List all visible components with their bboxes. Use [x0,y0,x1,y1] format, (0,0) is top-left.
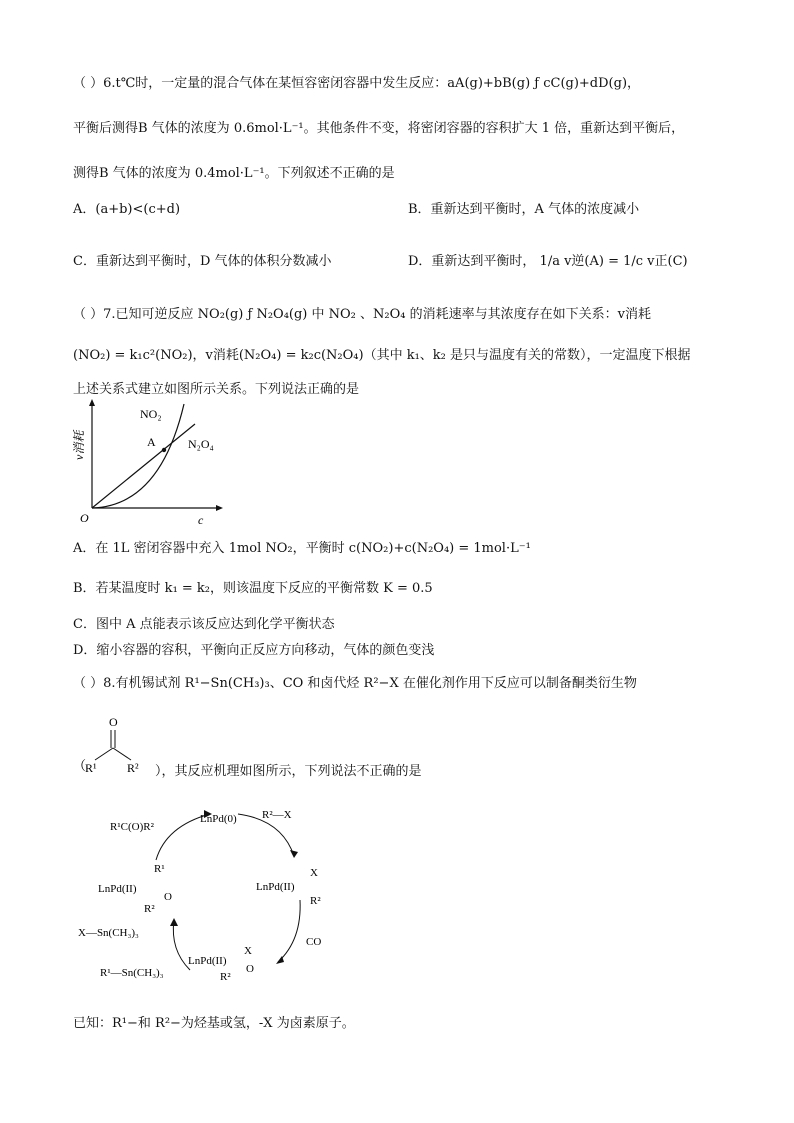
q6-option-b[interactable]: B．重新达到平衡时，A 气体的浓度减小 [408,202,640,217]
pd-acyl-r1-o: O [164,891,172,903]
q7-option-a[interactable]: A．在 1L 密闭容器中充入 1mol NO₂，平衡时 c(NO₂)+c(N₂O₄) = 1mol·L⁻¹ [73,541,531,556]
ketone-r1-label: R¹ [85,761,97,775]
graph-y-label: v消耗 [72,430,86,460]
pd-acyl-x-o: O [246,963,254,975]
q8-note: 已知：R¹−和 R²−为烃基或氢，-X 为卤素原子。 [73,1016,355,1031]
pd-acyl-x-x: X [244,945,252,957]
pd-acyl-r1-r1: R¹ [154,863,165,875]
q7-option-d[interactable]: D．缩小容器的容积，平衡向正反应方向移动，气体的颜色变浅 [73,643,435,658]
pd-acyl-r1-label: LnPd(II) [98,883,137,895]
no2-curve-label: NO₂ [140,407,162,421]
r2x-reagent: R²—X [262,809,292,821]
pd-r2-x-x: X [310,867,318,879]
graph-x-label: c [198,513,204,527]
ketone-o-label: O [109,715,118,729]
ketone-bond-left [95,748,113,760]
point-a-label: A [147,435,156,449]
n2o4-line [92,424,195,508]
q8-stem-line1: （ ）8.有机锡试剂 R¹−Sn(CH₃)₃、CO 和卤代烃 R²−X 在催化剂作用下反应可以制备酮类衍生物 [73,676,637,691]
pd-acyl-x-label: LnPd(II) [188,955,227,967]
pd-r2-x-label: LnPd(II) [256,881,295,893]
ketone-bond-right [113,748,131,760]
q6-stem-line3: 测得B 气体的浓度为 0.4mol·L⁻¹。下列叙述不正确的是 [73,166,395,181]
q8-stem-line2: ），其反应机理如图所示，下列说法不正确的是 [155,764,422,779]
graph-y-arrow [89,399,95,406]
q6-stem-line1: （ ）6.t℃时，一定量的混合气体在某恒容密闭容器中发生反应：aA(g)+bB(g) ƒ cC(g)+dD(g)， [73,76,641,91]
graph-origin-label: O [80,511,89,525]
r1sn-reagent: R¹—Sn(CH₃)₃ [100,967,164,979]
cycle-ring-right [278,900,300,962]
n2o4-curve-label: N₂O₄ [188,437,214,451]
q7-option-b[interactable]: B．若某温度时 k₁ = k₂，则该温度下反应的平衡常数 K = 0.5 [73,581,433,596]
point-a-marker [162,448,166,452]
q7-stem-line3: 上述关系式建立如图所示关系。下列说法正确的是 [73,382,360,397]
pd-acyl-x-r2: R² [220,971,231,983]
co-reagent: CO [306,936,322,948]
q6-option-c[interactable]: C．重新达到平衡时，D 气体的体积分数减小 [73,254,332,269]
q7-stem-line2: (NO₂) = k₁c²(NO₂)，v消耗(N₂O₄) = k₂c(N₂O₄)（其中 k₁、k₂ 是只与温度有关的常数），一定温度下根据 [73,348,691,363]
ketone-open-paren: （ [73,758,87,773]
q7-rate-concentration-graph [70,398,240,528]
catalytic-cycle-diagram [70,800,370,1000]
q7-stem-line1: （ ）7.已知可逆反应 NO₂(g) ƒ N₂O₄(g) 中 NO₂ 、N₂O₄ 的消耗速率与其浓度存在如下关系：v消耗 [73,307,651,322]
graph-x-arrow [216,505,223,511]
ketone-structure [73,710,163,776]
q6-option-d[interactable]: D．重新达到平衡时， 1/a v逆(A) = 1/c v正(C) [408,254,688,269]
pd0-label: LnPd(0) [200,813,237,825]
pd-r2-x-r2: R² [310,895,321,907]
no2-curve [92,404,184,508]
q7-option-c[interactable]: C．图中 A 点能表示该反应达到化学平衡状态 [73,617,335,632]
xsn-byproduct: X—Sn(CH₃)₃ [78,927,139,939]
pd-acyl-r1-r2: R² [144,903,155,915]
q6-stem-line2: 平衡后测得B 气体的浓度为 0.6mol·L⁻¹。其他条件不变，将密闭容器的容积扩大 1 倍，重新达到平衡后， [73,121,685,136]
ketone-r2-label: R² [127,761,139,775]
product-ketone: R¹C(O)R² [110,821,154,833]
q6-option-a[interactable]: A．(a+b)<(c+d) [73,202,181,217]
